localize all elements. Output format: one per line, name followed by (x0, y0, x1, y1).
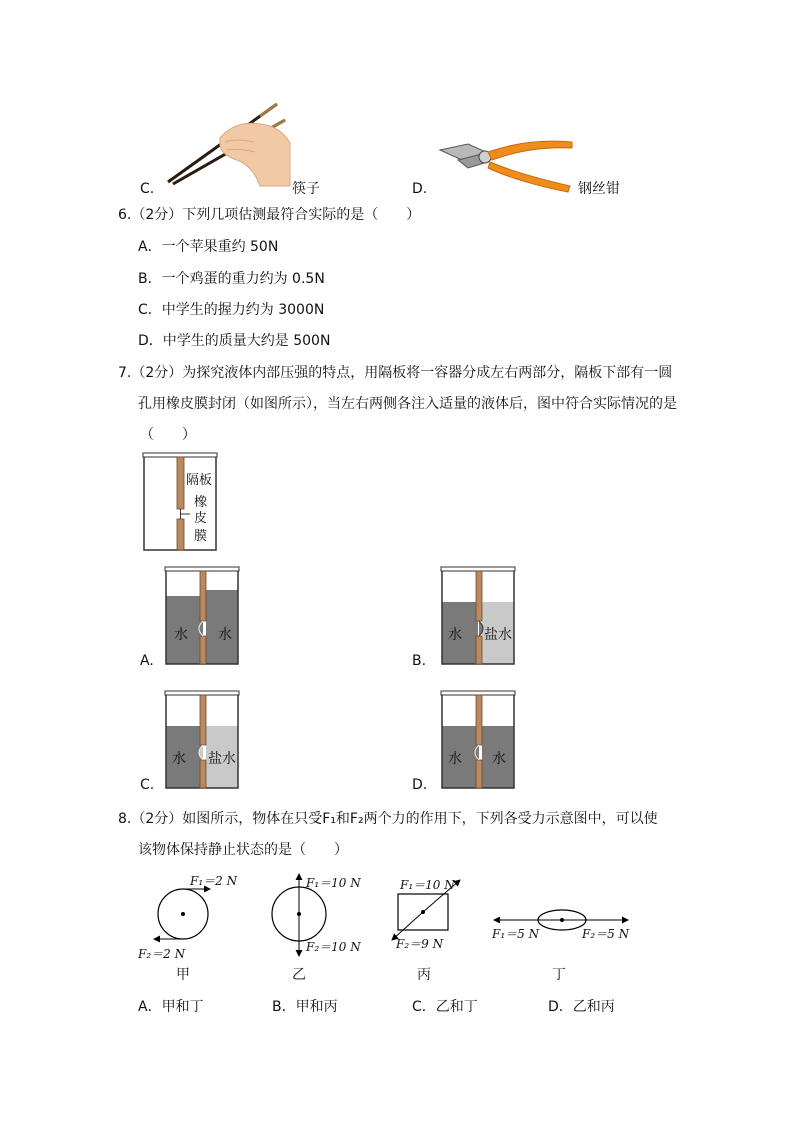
q7-container-b (440, 566, 518, 666)
q7-a-right-liquid: 水 (218, 627, 232, 643)
q7-option-c[interactable]: C. (140, 777, 155, 793)
q7-a-left-liquid: 水 (174, 627, 188, 643)
q6-option-d[interactable]: D．中学生的质量大约是 500N (138, 333, 331, 349)
yi-f1-label: F₁＝10 N (306, 876, 361, 890)
q8-option-d[interactable]: D．乙和丙 (548, 999, 615, 1015)
q8-option-b[interactable]: B．甲和丙 (272, 999, 338, 1015)
q7-option-a[interactable]: A. (140, 653, 154, 669)
q7-d-right-liquid: 水 (492, 751, 506, 767)
force-diagram-jia (130, 868, 240, 988)
jia-caption: 甲 (176, 967, 190, 983)
q6-option-b[interactable]: B．一个鸡蛋的重力约为 0.5N (138, 271, 325, 287)
ding-caption: 丁 (552, 967, 566, 983)
q5-option-c-letter[interactable]: C. (140, 181, 155, 197)
force-diagram-bing (388, 868, 498, 988)
jia-f2-label: F₂＝2 N (138, 947, 186, 961)
chopsticks-image (165, 98, 295, 188)
ding-f1-label: F₁＝5 N (492, 927, 540, 941)
pliers-image (438, 130, 578, 194)
ding-f2-label: F₂＝5 N (582, 927, 630, 941)
q7-stem-line2: 孔用橡皮膜封闭（如图所示），当左右两侧各注入适量的液体后，图中符合实际情况的是 (138, 396, 677, 412)
partition-label: 隔板 (186, 473, 213, 488)
membrane-label-1: 橡 (194, 495, 208, 510)
q7-stem-line3: （ ） (140, 427, 196, 443)
q7-container-a (164, 566, 242, 666)
q8-stem-line2: 该物体保持静止状态的是（ ） (138, 842, 348, 858)
q7-d-left-liquid: 水 (448, 751, 462, 767)
jia-f1-label: F₁＝2 N (190, 874, 238, 888)
yi-caption: 乙 (292, 967, 306, 983)
bing-caption: 丙 (417, 967, 431, 983)
q7-c-right-liquid: 盐水 (208, 751, 236, 767)
q8-option-c[interactable]: C．乙和丁 (412, 999, 478, 1015)
q7-b-right-liquid: 盐水 (484, 627, 512, 643)
q5-option-d-text: 钢丝钳 (578, 181, 620, 197)
bing-f2-label: F₂＝9 N (396, 937, 444, 951)
q6-option-a[interactable]: A．一个苹果重约 50N (138, 239, 279, 255)
q6-stem: 6.（2分）下列几项估测最符合实际的是（ ） (118, 207, 421, 223)
q7-container-c (164, 690, 242, 790)
q8-option-a[interactable]: A．甲和丁 (138, 999, 204, 1015)
q7-reference-container (142, 452, 220, 552)
q5-option-d-letter[interactable]: D. (412, 181, 428, 197)
q5-option-c-text: 筷子 (292, 181, 320, 197)
force-diagram-ding (490, 868, 640, 988)
q7-option-b[interactable]: B. (412, 653, 427, 669)
q7-c-left-liquid: 水 (172, 751, 186, 767)
q7-b-left-liquid: 水 (448, 627, 462, 643)
q7-stem-line1: 7.（2分）为探究液体内部压强的特点，用隔板将一容器分成左右两部分，隔板下部有一圆 (118, 365, 673, 381)
q8-stem-line1: 8.（2分）如图所示，物体在只受F₁和F₂两个力的作用下，下列各受力示意图中，可以使 (118, 811, 658, 827)
force-diagram-yi (262, 868, 372, 988)
yi-f2-label: F₂＝10 N (306, 940, 361, 954)
membrane-label-2: 皮 (194, 511, 208, 526)
q6-option-c[interactable]: C．中学生的握力约为 3000N (138, 302, 325, 318)
membrane-label-3: 膜 (194, 529, 208, 544)
q7-option-d[interactable]: D. (412, 777, 428, 793)
q7-container-d (440, 690, 518, 790)
bing-f1-label: F₁＝10 N (400, 878, 455, 892)
